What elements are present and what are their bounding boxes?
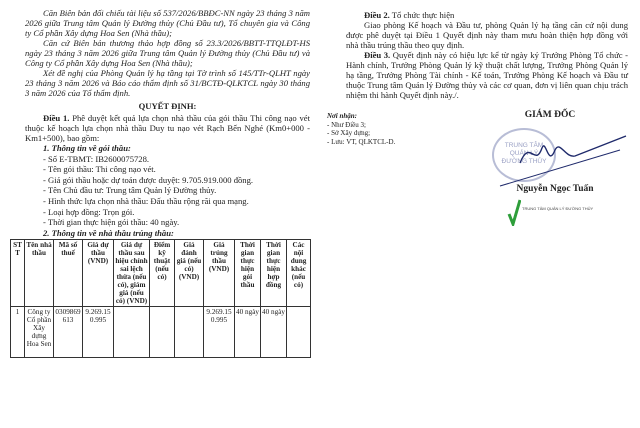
info-item: - Hình thức lựa chọn nhà thầu: Đấu thầu rộng rãi qua mạng. [43, 195, 249, 206]
col-header: Giá đánh giá (nếu có) (VND) [175, 240, 204, 307]
cell: 1 [11, 307, 25, 358]
signer-name: Nguyễn Ngọc Tuấn [516, 184, 594, 194]
col-header: Mã số thuế [54, 240, 83, 307]
col-header: Thời gian thực hiện gói thầu [235, 240, 261, 307]
col-header: Các nội dung khác (nếu có) [287, 240, 311, 307]
col-header: Giá dự thầu sau hiệu chỉnh sai lệch thừa (nếu có), giảm giá (nếu có) (VND) [115, 241, 148, 306]
col-header: Giá dự thầu (VND) [83, 240, 114, 307]
recipients [327, 112, 447, 146]
cell [114, 307, 150, 358]
stamp-text: TRUNG TÂM QUẢN LÝ ĐƯỜNG THỦY [501, 142, 547, 165]
preamble [25, 8, 310, 98]
signature-section [327, 110, 628, 230]
info-item: - Giá gói thầu hoặc dự toán được duyệt: 9.705.919.000 đồng. [43, 174, 254, 185]
info-item: - Thời gian thực hiện gói thầu: 40 ngày. [43, 217, 180, 228]
section-1-title: 1. Thông tin về gói thầu: [43, 143, 131, 153]
article-3-label: Điều 3. [364, 50, 391, 60]
article-1 [25, 113, 310, 238]
info-item: - Số E-TBMT: IB2600075728. [43, 153, 150, 164]
cell [150, 307, 175, 358]
info-item: - Tên gói thầu: Thi công nạo vét. [43, 164, 156, 175]
preamble-paragraph: Xét đề nghị của Phòng Quản lý hạ tầng tại Tờ trình số 145/TTr-QLHT ngày 23 tháng 3 năm 2026 và Báo cáo thẩm định số 31/BCTĐ-QLKTCL ngày 30 tháng 3 năm 2026 của Tổ thẩm định. [25, 68, 310, 98]
table-row [11, 307, 311, 358]
info-item: - Tên Chủ đầu tư: Trung tâm Quản lý Đường thủy. [43, 185, 217, 196]
right-page [327, 10, 628, 230]
col-header: STT [11, 240, 25, 307]
col-header: Tên nhà thầu [25, 240, 54, 307]
winning-bidder-table [10, 239, 311, 358]
preamble-paragraph: Căn cứ Biên bản thương thảo hợp đồng số 23.3/2026/BBTT-TTQLĐT-HS ngày 23 tháng 3 năm 2026 giữa Trung tâm Quản lý Đường thủy (Chủ Đầu tư) và Công ty Cổ phần Xây dựng Hoa Sen (Nhà thầu); [25, 38, 310, 68]
recipient: - Lưu: VT, QLKTCL-D. [327, 137, 396, 146]
cell: 40 ngày [261, 307, 287, 358]
recipient: - Sở Xây dựng; [327, 129, 371, 137]
signer-title: GIÁM ĐỐC [524, 110, 576, 120]
article-2 [327, 10, 628, 100]
cell: 0309869613 [54, 307, 83, 358]
col-header: Điểm kỹ thuật (nếu có) [150, 240, 175, 307]
recipient: - Như Điều 3; [327, 120, 366, 129]
cell: 40 ngày [235, 307, 261, 358]
section-2-title: 2. Thông tin về nhà thầu trúng thầu: [43, 227, 174, 238]
table-header-row [11, 240, 311, 307]
col-header: Thời gian thực hiện hợp đồng [261, 240, 287, 307]
article-2-text: Giao phòng Kế hoạch và Đầu tư, phòng Quản lý hạ tầng căn cứ nội dung được phê duyệt tại Điều 1 Quyết định này tham mưu hoàn thiện hợp đồng với nhà thầu trúng thầu theo quy định. [346, 20, 628, 50]
cell: Công ty Cổ phần Xây dựng Hoa Sen [25, 307, 54, 358]
cell: 9.269.150.995 [204, 307, 235, 358]
handwritten-signature [480, 128, 628, 188]
decision-title: QUYẾT ĐỊNH: [138, 101, 197, 111]
recipients-title: Nơi nhận: [327, 112, 358, 120]
preamble-paragraph: Căn Biên bản đối chiếu tài liệu số 537/2026/BBĐC-NN ngày 23 tháng 3 năm 2026 giữa Trung tâm Quản lý Đường thủy (Chủ Đầu tư), Tổ chuyên gia và Công ty Cổ phần Xây dựng Hoa Sen (Nhà thầu); [25, 8, 310, 38]
left-page [13, 8, 310, 358]
article-2-title: Tổ chức thực hiện [389, 10, 455, 20]
article-2-label: Điều 2. [364, 10, 390, 20]
cell [175, 307, 204, 358]
cell: 9.269.150.995 [83, 307, 114, 358]
cell [287, 307, 311, 358]
col-header: Giá trúng thầu (VND) [204, 240, 235, 307]
article-1-label: Điều 1. [43, 113, 70, 123]
checkmark-icon [507, 198, 521, 226]
info-item: - Loại hợp đồng: Trọn gói. [43, 206, 135, 217]
article-3-text: Quyết định này có hiệu lực kể từ ngày ký Trưởng Phòng Tổ chức - Hành chính, Trưởng Phòng Quản lý kỹ thuật chất lượng, Trưởng Phòng Quản lý hạ tầng, Trưởng Phòng Tài chính - Kế toán, Trưởng Phòng Kế hoạch và Đầu tư thuộc Trung tâm Quản lý Đường thủy và các cơ quan, đơn vị liên quan chịu trách nhiệm thi hành Quyết định này./. [346, 50, 629, 100]
digital-signature-info: TRUNG TÂM QUẢN LÝ ĐƯỜNG THỦY [522, 206, 594, 211]
article-1-text: Phê duyệt kết quả lựa chọn nhà thầu của gói thầu Thi công nạo vét thuộc kế hoạch lựa chọn nhà thầu Duy tu nạo vét Rạch Bến Nghé (Km0+000 - Km1+500), bao gồm: [25, 113, 310, 143]
